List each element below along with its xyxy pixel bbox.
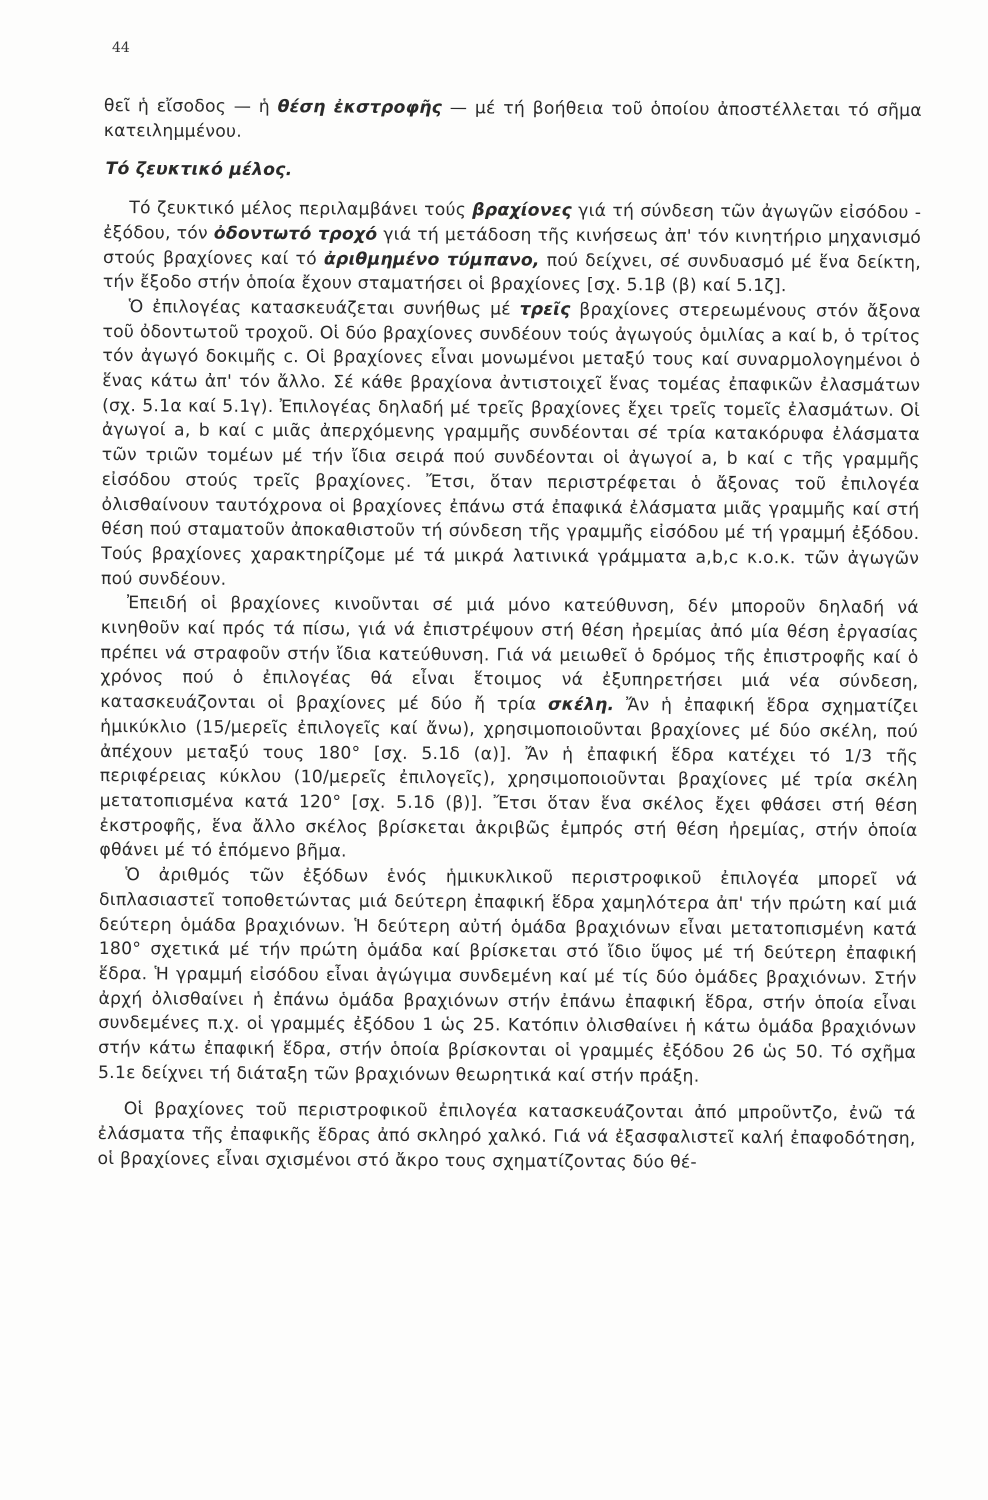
emphasis-term: θέση ἐκστροφῆς bbox=[277, 97, 443, 119]
emphasis-term: τρεῖς bbox=[519, 299, 571, 320]
paragraph: Ἐπειδή οἱ βραχίονες κινοῦνται σέ μιά μόνο κατεύθυνση, δέν μποροῦν δηλαδή νά κινηθοῦν καί πρός τά πίσω, γιά νά ἐπιστρέψουν στή θέση ἠρεμίας ἀπό μία θέση ἐργασίας πρέπει νά στραφοῦν στήν ἴδια κατεύθυνση. Γιά νά μειωθεῖ ὁ δρόμος τῆς ἐπιστροφῆς καί ὁ χρόνος πού ὁ ἐπιλογέας θά εἶναι ἕτοιμος νά ἐξυπηρετήσει μιά νέα σύνδεση, κατασκευάζονται οἱ βραχίονες μέ δύο ἤ τρία σκέλη. Ἄν ἡ ἐπαφική ἕδρα σχηματίζει ἡμικύκλιο (15/μερεῖς ἐπιλογεῖς καί ἄνω), χρησιμοποιοῦνται βραχίονες μέ δύο σκέλη, πού ἀπέχουν μεταξύ τους 180° [σχ. 5.1δ (α)]. Ἄν ἡ ἐπαφική ἕδρα κατέχει τό 1/3 τῆς περιφέρειας κύκλου (10/μερεῖς ἐπιλογεῖς), χρησιμοποιοῦνται βραχίονες μέ τρία σκέλη μετατοπισμένα κατά 120° [σχ. 5.1δ (β)]. Ἔτσι ὅταν ἕνα σκέλος ἔχει φθάσει στή θέση ἐκστροφῆς, ἕνα ἄλλο σκέλος βρίσκεται ἀκριβῶς ἐμπρός στή θέση ἠρεμίας, στήν ὁποία φθάνει μέ τό ἑπόμενο βῆμα. bbox=[99, 593, 919, 862]
emphasis-term: ὀδοντωτό τροχό bbox=[213, 223, 378, 245]
emphasis-term: ἀριθμημένο τύμπανο, bbox=[323, 248, 540, 271]
section-heading: Τό ζευκτικό μέλος. bbox=[105, 159, 293, 181]
body-text bbox=[97, 94, 922, 1177]
paragraph: Οἱ βραχίονες τοῦ περιστροφικοῦ ἐπιλογέα κατασκευάζονται ἀπό μπροῦντζο, ἐνῶ τά ἐλάσματα τῆς ἐπαφικῆς ἕδρας ἀπό σκληρό χαλκό. Γιά νά ἐξασφαλιστεῖ καλή ἐπαφοδότηση, οἱ βραχίονες εἶναι σχισμένοι στό ἄκρο τους σχηματίζοντας δύο θέ- bbox=[97, 1099, 916, 1173]
emphasis-term: βραχίονες bbox=[472, 200, 573, 221]
paragraph-continuation: θεῖ ἡ εἴσοδος — ἡ θέση ἐκστροφῆς — μέ τή βοήθεια τοῦ ὁποίου ἀποστέλλεται τό σῆμα κατειλημμένου. bbox=[103, 95, 922, 142]
emphasis-term: σκέλη. bbox=[547, 694, 615, 716]
paragraph: Τό ζευκτικό μέλος περιλαμβάνει τούς βραχίονες γιά τή σύνδεση τῶν ἀγωγῶν εἰσόδου - ἐξόδου, τόν ὀδοντωτό τροχό γιά τή μετάδοση τῆς κινήσεως ἀπ' τόν κινητήριο μηχανισμό στούς βραχίονες καί τό ἀριθμημένο τύμπανο, πού δείχνει, σέ συνδυασμό μέ ἕνα δείκτη, τήν ἔξοδο στήν ὁποία ἔχουν σταματήσει οἱ βραχίονες [σχ. 5.1β (β) καί 5.1ζ]. bbox=[102, 198, 922, 297]
paragraph: Ὁ ἐπιλογέας κατασκευάζεται συνήθως μέ τρεῖς βραχίονες στερεωμένους στόν ἄξονα τοῦ ὀδοντωτοῦ τροχοῦ. Οἱ δύο βραχίονες συνδέουν τούς ἀγωγούς ὁμιλίας a καί b, ὁ τρίτος τόν ἀγωγό δοκιμῆς c. Οἱ βραχίονες εἶναι μονωμένοι μεταξύ τους καί συναρμολογημένοι ὁ ἕνας κάτω ἀπ' τόν ἄλλο. Σέ κάθε βραχίονα ἀντιστοιχεῖ ἕνας τομέας ἐπαφικῶν ἐλασμάτων (σχ. 5.1α καί 5.1γ). Ἐπιλογέας δηλαδή μέ τρεῖς βραχίονες ἔχει τρεῖς τομεῖς ἐλασμάτων. Οἱ ἀγωγοί a, b καί c μιᾶς ἀπερχόμενης γραμμῆς συνδέονται σέ τρία κατακόρυφα ἐλάσματα τῶν τριῶν τομέων μέ τήν ἴδια σειρά πού συνδέονται οἱ ἀγωγοί a, b καί c τῆς γραμμῆς εἰσόδου στούς τρεῖς βραχίονες. Ἔτσι, ὅταν περιστρέφεται ὁ ἄξονας τοῦ ἐπιλογέα ὀλισθαίνουν ταυτόχρονα οἱ βραχίονες ἐπάνω στά ἐπαφικά ἐλάσματα μιᾶς γραμμῆς καί στή θέση πού σταματοῦν ἀποκαθιστοῦν τή σύνδεση τῆς γραμμῆς εἰσόδου μέ τή γραμμή ἐξόδου. Τούς βραχίονες χαρακτηρίζομε μέ τά μικρά λατινικά γράμματα a,b,c κ.ο.κ. τῶν ἀγωγῶν πού συνδέουν. bbox=[100, 297, 921, 590]
page-number: 44 bbox=[112, 40, 130, 56]
paragraph: Ὁ ἀριθμός τῶν ἐξόδων ἑνός ἡμικυκλικοῦ περιστροφικοῦ ἐπιλογέα μπορεῖ νά διπλασιαστεῖ τοποθετώντας μιά δεύτερη ἐπαφική ἕδρα χαμηλότερα ἀπ' τήν πρώτη καί μιά δεύτερη ὁμάδα βραχιόνων. Ἡ δεύτερη αὐτή ὁμάδα βραχιόνων εἶναι μετατοπισμένη κατά 180° σχετικά μέ τήν πρώτη ὁμάδα καί βρίσκεται στό ἴδιο ὕψος μέ τή δεύτερη ἐπαφική ἕδρα. Ἡ γραμμή εἰσόδου εἶναι ἀγώγιμα συνδεμένη καί μέ τίς δύο ὁμάδες βραχιόνων. Στήν ἀρχή ὀλισθαίνει ἡ ἐπάνω ὁμάδα βραχιόνων στήν ἐπάνω ἐπαφική ἕδρα, στήν ὁποία εἶναι συνδεμένες π.χ. οἱ γραμμές ἐξόδου 1 ὡς 25. Κατόπιν ὀλισθαίνει ἡ κάτω ὁμάδα βραχιόνων στήν κάτω ἐπαφική ἕδρα, στήν ὁποία βρίσκονται οἱ γραμμές ἐξόδου 26 ὡς 50. Τό σχῆμα 5.1ε δείχνει τή διάταξη τῶν βραχιόνων θεωρητικά καί στήν πράξη. bbox=[97, 865, 918, 1087]
